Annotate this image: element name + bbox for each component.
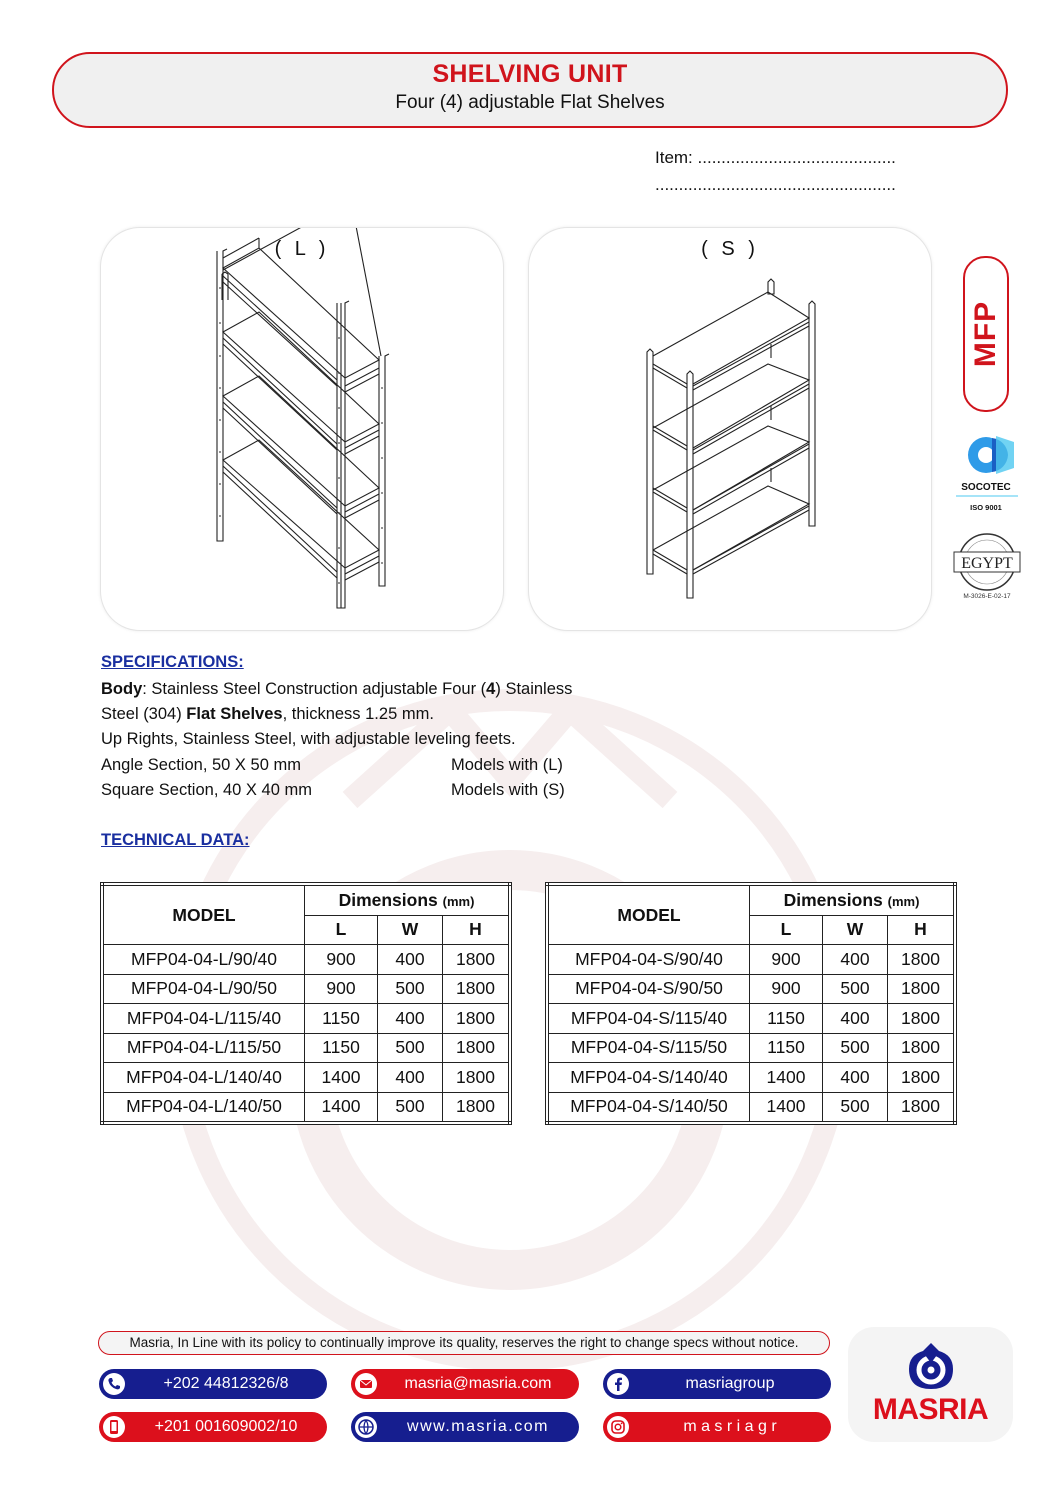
cell-l: 1150 <box>750 1004 823 1034</box>
cell-l: 1400 <box>305 1092 378 1123</box>
cell-l: 1400 <box>750 1063 823 1093</box>
egypt-code: M-3026-E-02-17 <box>963 593 1011 600</box>
title-banner <box>52 52 1008 128</box>
col-header-model: MODEL <box>102 884 305 945</box>
cell-w: 400 <box>823 1063 888 1093</box>
masria-wordmark: MASRIA <box>872 1393 989 1426</box>
mfp-text: MFP <box>969 300 1002 368</box>
cell-w: 400 <box>378 945 443 975</box>
shelving-image-L <box>100 227 504 631</box>
spec-square-models: Models with (S) <box>451 781 565 799</box>
technical-table-S <box>545 882 957 1125</box>
technical-data-heading: TECHNICAL DATA: <box>101 831 250 849</box>
col-header-H: H <box>888 915 956 945</box>
instagram-icon <box>607 1416 629 1438</box>
cell-h: 1800 <box>888 1092 956 1123</box>
instagram-pill[interactable] <box>603 1412 831 1442</box>
shelving-image-S <box>528 227 932 631</box>
table-row <box>547 945 955 975</box>
cell-model: MFP04-04-L/115/40 <box>102 1004 305 1034</box>
cell-model: MFP04-04-S/140/40 <box>547 1063 750 1093</box>
cell-model: MFP04-04-S/115/50 <box>547 1033 750 1063</box>
item-field <box>655 148 896 168</box>
spec-body-label: Body <box>101 680 143 698</box>
spec-shelf-count: 4 <box>486 680 496 698</box>
masria-emblem-icon <box>903 1337 959 1393</box>
website-pill[interactable] <box>351 1412 579 1442</box>
phone-number: +202 44812326/8 <box>163 1375 289 1392</box>
dimensions-label: Dimensions <box>338 889 438 910</box>
page-subtitle: Four (4) adjustable Flat Shelves <box>395 92 665 113</box>
col-header-L: L <box>750 915 823 945</box>
cell-w: 500 <box>378 974 443 1004</box>
table-row <box>102 1092 510 1123</box>
cell-l: 900 <box>305 974 378 1004</box>
globe-icon <box>355 1416 377 1438</box>
table-row <box>102 974 510 1004</box>
table-row <box>547 1033 955 1063</box>
item-dots-1: .......................................... <box>697 148 896 167</box>
masria-logo <box>848 1327 1013 1442</box>
cell-model: MFP04-04-L/90/50 <box>102 974 305 1004</box>
cell-w: 400 <box>378 1063 443 1093</box>
table-row <box>102 1033 510 1063</box>
cell-l: 900 <box>305 945 378 975</box>
cell-l: 1150 <box>750 1033 823 1063</box>
cell-model: MFP04-04-S/115/40 <box>547 1004 750 1034</box>
cell-w: 400 <box>823 945 888 975</box>
page-title: SHELVING UNIT <box>432 60 628 88</box>
email-icon <box>355 1373 377 1395</box>
spec-angle-models: Models with (L) <box>451 756 563 774</box>
spec-text: Steel (304) <box>101 705 187 723</box>
specifications-heading: SPECIFICATIONS: <box>101 653 244 671</box>
cell-w: 400 <box>378 1004 443 1034</box>
egypt-seal <box>950 530 1024 600</box>
spec-flat-shelves: Flat Shelves <box>186 705 283 723</box>
cell-w: 500 <box>378 1092 443 1123</box>
spec-text: ) Stainless <box>495 680 573 698</box>
technical-table-L <box>100 882 512 1125</box>
dimensions-label: Dimensions <box>783 889 883 910</box>
cell-l: 900 <box>750 974 823 1004</box>
table-row <box>547 1004 955 1034</box>
col-header-model: MODEL <box>547 884 750 945</box>
image-label-S: ( S ) <box>701 238 759 260</box>
cell-model: MFP04-04-L/90/40 <box>102 945 305 975</box>
cell-h: 1800 <box>443 1033 511 1063</box>
cell-h: 1800 <box>443 974 511 1004</box>
shelving-S-illustration <box>529 228 931 630</box>
cell-h: 1800 <box>443 1004 511 1034</box>
facebook-icon <box>607 1373 629 1395</box>
col-header-dimensions <box>305 884 511 915</box>
email-address: masria@masria.com <box>404 1375 552 1392</box>
cell-w: 500 <box>823 974 888 1004</box>
cell-l: 1150 <box>305 1033 378 1063</box>
mobile-icon <box>103 1416 125 1438</box>
cell-l: 1400 <box>750 1092 823 1123</box>
cell-h: 1800 <box>888 1033 956 1063</box>
spec-angle-section: Angle Section, 50 X 50 mm <box>101 756 301 774</box>
facebook-handle: masriagroup <box>685 1375 775 1392</box>
mobile-pill[interactable] <box>99 1412 327 1442</box>
iso-label: ISO 9001 <box>970 503 1002 512</box>
facebook-pill[interactable] <box>603 1369 831 1399</box>
col-header-W: W <box>823 915 888 945</box>
col-header-H: H <box>443 915 511 945</box>
table-row <box>547 974 955 1004</box>
cell-h: 1800 <box>443 945 511 975</box>
instagram-handle: m a s r i a g r <box>683 1418 777 1435</box>
cell-model: MFP04-04-S/140/50 <box>547 1092 750 1123</box>
cell-h: 1800 <box>443 1092 511 1123</box>
cell-model: MFP04-04-S/90/40 <box>547 945 750 975</box>
col-header-W: W <box>378 915 443 945</box>
cell-model: MFP04-04-L/140/50 <box>102 1092 305 1123</box>
website-url: www.masria.com <box>407 1418 549 1435</box>
cell-model: MFP04-04-L/115/50 <box>102 1033 305 1063</box>
phone-icon <box>103 1373 125 1395</box>
egypt-label: EGYPT <box>961 555 1013 572</box>
table-row <box>102 945 510 975</box>
mobile-number: +201 001609002/10 <box>154 1418 298 1435</box>
cell-h: 1800 <box>888 974 956 1004</box>
cell-h: 1800 <box>888 1063 956 1093</box>
cell-w: 400 <box>823 1004 888 1034</box>
dimensions-unit: (mm) <box>442 893 475 909</box>
spec-text: , thickness 1.25 mm. <box>282 705 434 723</box>
spec-line-shelves <box>101 705 434 724</box>
item-label: Item: <box>655 148 693 167</box>
spec-square-section: Square Section, 40 X 40 mm <box>101 781 312 799</box>
shelving-L-illustration <box>101 228 503 630</box>
table-row <box>547 1092 955 1123</box>
table-row <box>102 1004 510 1034</box>
spec-line-uprights: Up Rights, Stainless Steel, with adjustable leveling feets. <box>101 730 516 748</box>
spec-line-body <box>101 680 572 699</box>
image-label-L: ( L ) <box>274 238 330 260</box>
dimensions-unit: (mm) <box>887 893 920 909</box>
cell-h: 1800 <box>888 945 956 975</box>
table-row <box>102 1063 510 1093</box>
item-dots-2: ................................................... <box>655 175 896 194</box>
cell-model: MFP04-04-L/140/40 <box>102 1063 305 1093</box>
cell-w: 500 <box>823 1092 888 1123</box>
cell-h: 1800 <box>443 1063 511 1093</box>
socotec-label: SOCOTEC <box>961 482 1011 493</box>
cell-w: 500 <box>378 1033 443 1063</box>
cell-model: MFP04-04-S/90/50 <box>547 974 750 1004</box>
mfp-badge <box>963 256 1009 412</box>
spec-text: : Stainless Steel Construction adjustable Four ( <box>142 680 487 698</box>
cell-h: 1800 <box>888 1004 956 1034</box>
cell-l: 1150 <box>305 1004 378 1034</box>
col-header-dimensions <box>750 884 956 915</box>
phone-pill[interactable] <box>99 1369 327 1399</box>
disclaimer: Masria, In Line with its policy to continually improve its quality, reserves the right to change specs without notice. <box>98 1331 830 1355</box>
col-header-L: L <box>305 915 378 945</box>
socotec-logo <box>946 422 1026 518</box>
email-pill[interactable] <box>351 1369 579 1399</box>
cell-l: 1400 <box>305 1063 378 1093</box>
cell-l: 900 <box>750 945 823 975</box>
table-row <box>547 1063 955 1093</box>
cell-w: 500 <box>823 1033 888 1063</box>
